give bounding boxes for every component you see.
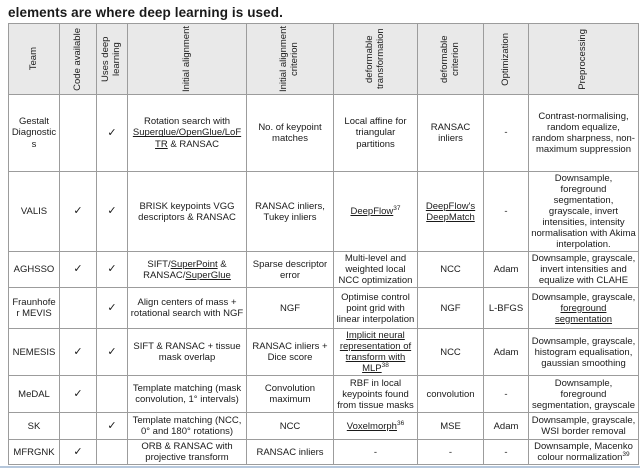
cell-text: - (504, 446, 508, 458)
cell-text: - (504, 127, 508, 139)
cell-text: BRISK keypoints VGG descriptors & RANSAC (138, 200, 236, 223)
cell-uses-deep-learning (97, 252, 128, 288)
cell-deformable-transformation (334, 413, 418, 440)
column-header-label: Optimization (499, 32, 511, 86)
link[interactable]: Superglue/OpenGlue/LoFTR (132, 127, 242, 150)
cell-text: Optimise control point grid with linear interpolation (336, 291, 415, 325)
cell-preprocessing (529, 440, 639, 465)
cell-code-available (60, 288, 97, 329)
cell-text: Template matching (mask convolution, 1° intervals) (132, 383, 242, 406)
cell-text: Adam (493, 264, 519, 276)
cell-text: Gestalt Diagnostics (11, 116, 57, 150)
cell-text: Downsample, Macenko colour normalization (534, 441, 633, 464)
cell-text: RANSAC inliers (430, 121, 471, 144)
column-header-initial-alignment-criterion (247, 24, 334, 95)
cell-text: - (373, 446, 378, 458)
table-row (9, 252, 639, 288)
link[interactable]: foreground segmentation (554, 302, 613, 325)
methods-table (8, 23, 639, 465)
cell-text: Sparse descriptor error (252, 258, 328, 281)
column-header-optimization (484, 24, 529, 95)
cell-team (9, 252, 60, 288)
link[interactable]: SuperGlue (185, 269, 231, 281)
cell-code-available (60, 95, 97, 172)
table-row (9, 413, 639, 440)
cell-preprocessing (529, 95, 639, 172)
cell-team (9, 413, 60, 440)
cell-text: Adam (493, 346, 519, 358)
column-header-deformable-transformation (334, 24, 418, 95)
cell-text: AGHSSO (13, 264, 55, 276)
cell-uses-deep-learning (97, 288, 128, 329)
table-row (9, 440, 639, 465)
cell-text: MFRGNK (13, 446, 55, 458)
cell-optimization (484, 288, 529, 329)
cell-optimization (484, 95, 529, 172)
cell-text: NCC (279, 420, 301, 432)
cell-initial-alignment-criterion (247, 413, 334, 440)
cell-initial-alignment-criterion (247, 288, 334, 329)
cell-text: NEMESIS (12, 346, 56, 358)
cell-text: - (504, 206, 508, 218)
column-header-deformable-criterion (418, 24, 484, 95)
cell-text: Downsample, grayscale, WSI border removal (531, 415, 636, 438)
cell-text: convolution (426, 388, 475, 400)
cell-text: Fraunhofer MEVIS (12, 297, 56, 320)
cell-code-available (60, 329, 97, 376)
cell-text: SIFT & RANSAC + tissue mask overlap (133, 341, 241, 364)
column-header-label: Initial alignment (180, 25, 192, 92)
cell-deformable-transformation (334, 252, 418, 288)
cell-deformable-transformation (334, 172, 418, 252)
table-row (9, 95, 639, 172)
cell-code-available (60, 440, 97, 465)
check-icon: ✓ (107, 301, 117, 314)
column-header-label: Uses deep learning (100, 36, 122, 82)
column-header-team (9, 24, 60, 95)
cell-initial-alignment (128, 95, 247, 172)
cell-text: Downsample, grayscale, invert intensities and equalize with CLAHE (531, 253, 636, 287)
column-header-label: deformable transformation (363, 28, 386, 90)
cell-deformable-criterion (418, 376, 484, 413)
cell-text: Convolution maximum (264, 383, 316, 406)
table-header (9, 24, 639, 95)
cell-deformable-criterion (418, 172, 484, 252)
cell-preprocessing (529, 288, 639, 329)
cell-deformable-transformation (334, 329, 418, 376)
column-header-label: Code available (71, 27, 83, 91)
reference-superscript[interactable]: 36 (396, 419, 405, 427)
cell-uses-deep-learning (97, 376, 128, 413)
cell-team (9, 329, 60, 376)
cell-text: Downsample, foreground segmentation, grayscale, invert intensities, intensity normalisation with Akima interpolation. (531, 173, 636, 251)
cell-deformable-criterion (418, 252, 484, 288)
cell-text: - (448, 446, 453, 458)
cell-text: SIFT/ (147, 258, 171, 270)
cell-initial-alignment (128, 329, 247, 376)
cell-text: Contrast-normalising, random equalize, random sharpness, non-maximum suppression (532, 110, 635, 156)
cell-text: ORB & RANSAC with projective transform (141, 441, 233, 464)
column-header-label: deformable criterion (438, 35, 461, 83)
check-icon: ✓ (107, 345, 117, 358)
cell-uses-deep-learning (97, 329, 128, 376)
check-icon: ✓ (73, 445, 83, 458)
cell-preprocessing (529, 172, 639, 252)
cell-initial-alignment (128, 252, 247, 288)
cell-text: Downsample, grayscale, (531, 291, 636, 303)
cell-optimization (484, 413, 529, 440)
cell-text: L-BFGS (488, 302, 524, 314)
cell-code-available (60, 376, 97, 413)
cell-deformable-criterion (418, 95, 484, 172)
reference-superscript[interactable]: 38 (381, 362, 389, 370)
cell-deformable-criterion (418, 288, 484, 329)
cell-text: Multi-level and weighted local NCC optimization (338, 253, 413, 287)
cell-text: NGF (279, 302, 301, 314)
cell-text: RANSAC inliers, Tukey inliers (255, 200, 325, 223)
link[interactable]: Implicit neural representation of transform with MLP (339, 330, 412, 375)
check-icon: ✓ (107, 263, 117, 276)
cell-preprocessing (529, 329, 639, 376)
cell-text: Downsample, foreground segmentation, grayscale (532, 377, 635, 411)
cell-text: & RANSAC/ (143, 258, 227, 281)
caption-text: elements are where deep learning is used. (8, 5, 283, 20)
link[interactable]: SuperPoint (170, 258, 218, 270)
table-row (9, 172, 639, 252)
cell-uses-deep-learning (97, 440, 128, 465)
column-header-label: Initial alignment criterion (278, 25, 300, 92)
check-icon: ✓ (73, 387, 83, 400)
cell-text: MSE (440, 420, 461, 432)
cell-team (9, 440, 60, 465)
check-icon: ✓ (73, 205, 83, 218)
cell-deformable-transformation (334, 376, 418, 413)
cell-initial-alignment-criterion (247, 172, 334, 252)
cell-team (9, 172, 60, 252)
column-header-label: Preprocessing (577, 28, 589, 90)
cell-initial-alignment (128, 172, 247, 252)
check-icon: ✓ (73, 263, 83, 276)
link[interactable]: Voxelmorph (346, 420, 397, 432)
cell-optimization (484, 440, 529, 465)
cell-uses-deep-learning (97, 95, 128, 172)
cell-text: RANSAC inliers (256, 446, 324, 458)
cell-initial-alignment-criterion (247, 252, 334, 288)
cell-deformable-criterion (418, 329, 484, 376)
column-header-label: Team (27, 47, 39, 71)
cell-uses-deep-learning (97, 172, 128, 252)
reference-superscript[interactable]: 39 (622, 451, 630, 459)
cell-text: - (504, 388, 508, 400)
cell-code-available (60, 252, 97, 288)
cell-team (9, 288, 60, 329)
cell-preprocessing (529, 252, 639, 288)
cell-initial-alignment-criterion (247, 95, 334, 172)
link[interactable]: DeepFlow's DeepMatch (425, 200, 476, 223)
cell-text: RBF in local keypoints found from tissue masks (337, 377, 414, 411)
cell-text: VALIS (20, 206, 48, 218)
cell-text: NGF (440, 302, 461, 314)
cell-optimization (484, 252, 529, 288)
column-header-initial-alignment (128, 24, 247, 95)
cell-team (9, 376, 60, 413)
cell-deformable-criterion (418, 413, 484, 440)
cell-code-available (60, 172, 97, 252)
cell-text: Adam (493, 420, 519, 432)
cell-initial-alignment (128, 413, 247, 440)
cell-text: Align centers of mass + rotational search with NGF (130, 297, 244, 320)
cell-text: SK (27, 420, 41, 432)
check-icon: ✓ (73, 345, 83, 358)
table-row (9, 376, 639, 413)
cell-text: Local affine for triangular partitions (344, 116, 407, 150)
cell-initial-alignment-criterion (247, 440, 334, 465)
cell-initial-alignment (128, 440, 247, 465)
cell-uses-deep-learning (97, 413, 128, 440)
reference-superscript[interactable]: 37 (393, 204, 401, 212)
cell-text: MeDAL (18, 388, 50, 400)
check-icon: ✓ (107, 126, 117, 139)
table-row (9, 288, 639, 329)
cell-deformable-criterion (418, 440, 484, 465)
cell-preprocessing (529, 376, 639, 413)
cell-initial-alignment (128, 288, 247, 329)
column-header-uses-deep-learning (97, 24, 128, 95)
check-icon: ✓ (107, 419, 117, 432)
cell-deformable-transformation (334, 440, 418, 465)
cell-text: & RANSAC (167, 138, 219, 150)
cell-initial-alignment (128, 376, 247, 413)
check-icon: ✓ (107, 205, 117, 218)
cell-team (9, 95, 60, 172)
cell-initial-alignment-criterion (247, 376, 334, 413)
cell-text: Rotation search with (143, 116, 231, 128)
cell-text: No. of keypoint matches (258, 121, 322, 144)
cell-code-available (60, 413, 97, 440)
cell-optimization (484, 172, 529, 252)
cell-text: Downsample, grayscale, histogram equalisation, gaussian smoothing (531, 335, 636, 369)
cell-text: NCC (440, 346, 461, 358)
cell-text: Template matching (NCC, 0° and 180° rotations) (132, 415, 242, 438)
cell-text: RANSAC inliers + Dice score (252, 341, 328, 364)
cell-optimization (484, 329, 529, 376)
column-header-preprocessing (529, 24, 639, 95)
cell-optimization (484, 376, 529, 413)
column-header-code-available (60, 24, 97, 95)
cell-deformable-transformation (334, 288, 418, 329)
cell-preprocessing (529, 413, 639, 440)
cell-deformable-transformation (334, 95, 418, 172)
cell-initial-alignment-criterion (247, 329, 334, 376)
link[interactable]: DeepFlow (350, 206, 394, 218)
table-row (9, 329, 639, 376)
cell-text: NCC (440, 264, 461, 276)
